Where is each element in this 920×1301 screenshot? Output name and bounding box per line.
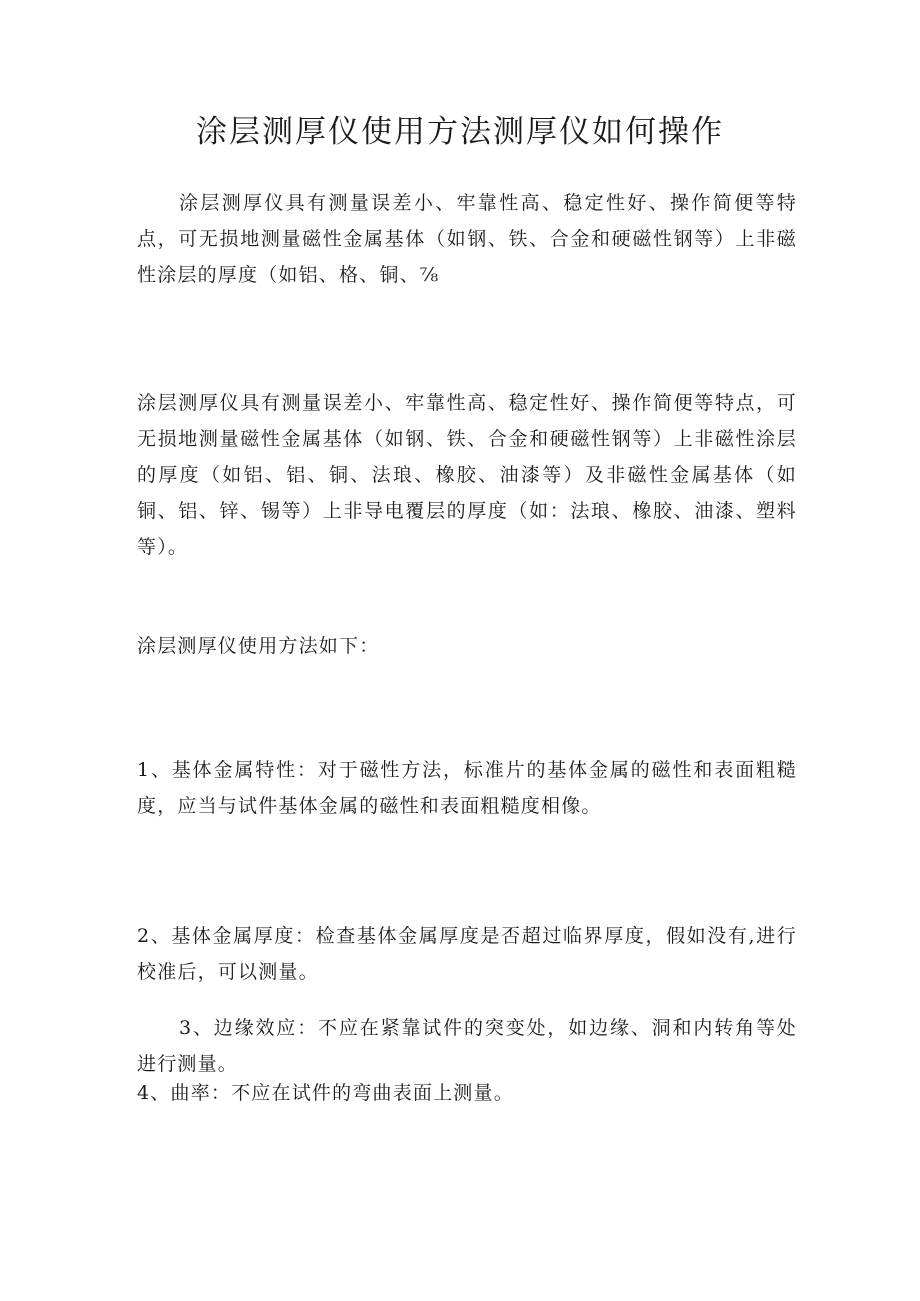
usage-item-2: 2、基体金属厚度：检查基体金属厚度是否超过临界厚度，假如没有,进行校准后，可以测量。 [137, 925, 797, 983]
intro-paragraph: 涂层测厚仪具有测量误差小、牢靠性高、稳定性好、操作简便等特点，可无损地测量磁性金属基体（如钢、铁、合金和硬磁性钢等）上非磁性涂层的厚度（如铝、格、铜、⅞ [137, 192, 797, 286]
usage-item-1: 1、基体金属特性：对于磁性方法，标准片的基体金属的磁性和表面粗糙度，应当与试件基体金属的磁性和表面粗糙度相像。 [137, 759, 797, 817]
document-title: 涂层测厚仪使用方法测厚仪如何操作 [196, 114, 724, 150]
usage-item-4: 4、曲率：不应在试件的弯曲表面上测量。 [137, 1082, 514, 1104]
usage-item-3: 3、边缘效应：不应在紧靠试件的突变处，如边缘、洞和内转角等处进行测量。 [137, 1017, 797, 1075]
description-paragraph: 涂层测厚仪具有测量误差小、牢靠性高、稳定性好、操作简便等特点，可无损地测量磁性金属基体（如钢、铁、合金和硬磁性钢等）上非磁性涂层的厚度（如铝、铝、铜、法琅、橡胶、油漆等）及非磁性金属基体（如铜、铝、锌、锡等）上非导电覆层的厚度（如：法琅、橡胶、油漆、塑料等）。 [137, 392, 797, 558]
usage-intro-paragraph: 涂层测厚仪使用方法如下： [137, 635, 380, 657]
